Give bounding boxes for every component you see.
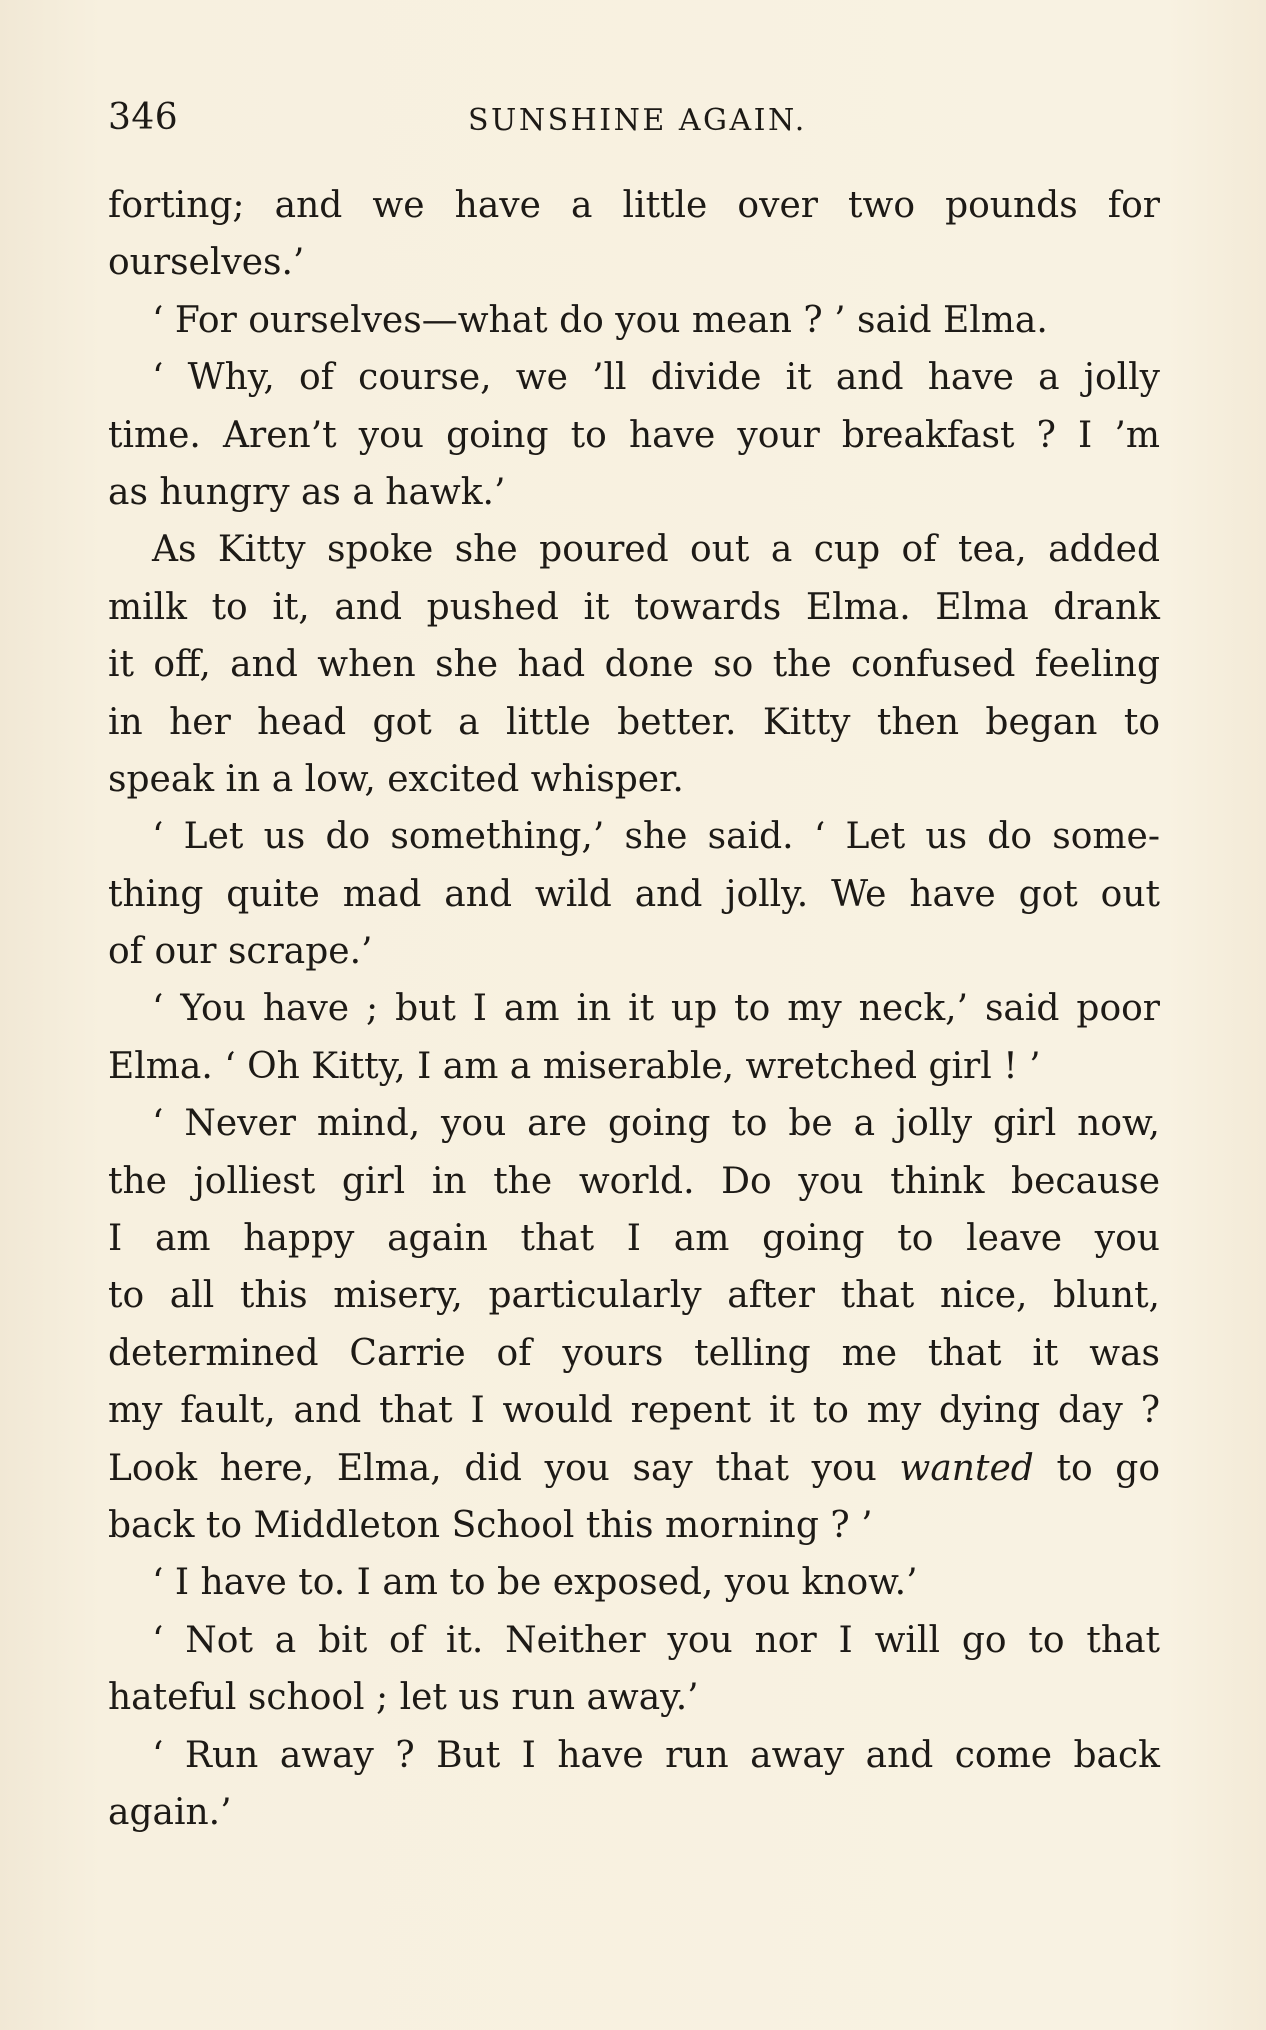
running-title: SUNSHINE AGAIN. [468,103,807,138]
emphasis-line-after: to go [1033,1447,1160,1489]
text-line: thing quite mad and wild and jolly. We have got out [108,873,1160,915]
text-line: ‘ You have ; but I am in it up to my neck,’ said poor [152,988,1160,1030]
body-text [108,177,1160,1841]
text-line: it off, and when she had done so the confused feeling [108,644,1160,686]
text-line: Elma. ‘ Oh Kitty, I am a miserable, wretched girl ! ’ [108,1045,1041,1087]
page-header [108,95,1160,145]
text-line: ourselves.’ [108,242,305,284]
text-line: to all this misery, particularly after that nice, blunt, [108,1275,1160,1317]
text-line: ‘ Why, of course, we ’ll divide it and have a jolly [152,357,1160,399]
emphasis-line-before: Look here, Elma, did you say that you [108,1447,900,1489]
text-line: time. Aren’t you going to have your breakfast ? I ’m [108,414,1160,456]
text-line: milk to it, and pushed it towards Elma. Elma drank [108,586,1160,628]
text-line: ‘ For ourselves—what do you mean ? ’ said Elma. [152,299,1048,341]
emphasized-word: wanted [899,1447,1034,1489]
text-line: ‘ Let us do something,’ she said. ‘ Let us do some- [152,816,1160,858]
text-line-with-emphasis [108,1440,1160,1497]
text-line: my fault, and that I would repent it to my dying day ? [108,1390,1160,1432]
text-line: As Kitty spoke she poured out a cup of tea, added [152,529,1160,571]
text-line: ‘ Not a bit of it. Neither you nor I will go to that [152,1619,1160,1661]
text-line: the jolliest girl in the world. Do you think because [108,1160,1160,1202]
text-line: of our scrape.’ [108,931,373,973]
text-line: determined Carrie of yours telling me that it was [108,1332,1160,1374]
text-line: back to Middleton School this morning ? ’ [108,1504,873,1546]
text-line: I am happy again that I am going to leave you [108,1218,1160,1260]
text-line: again.’ [108,1791,232,1833]
page-number: 346 [108,97,179,138]
text-line: in her head got a little better. Kitty then began to [108,701,1160,743]
text-line: as hungry as a hawk.’ [108,471,506,513]
text-line: speak in a low, excited whisper. [108,758,684,800]
text-line: hateful school ; let us run away.’ [108,1677,699,1719]
text-line: ‘ Never mind, you are going to be a jolly girl now, [152,1103,1160,1145]
text-line: forting; and we have a little over two pounds for [108,185,1160,226]
text-line: ‘ I have to. I am to be exposed, you know.’ [152,1562,918,1604]
text-line: ‘ Run away ? But I have run away and come back [152,1734,1160,1776]
